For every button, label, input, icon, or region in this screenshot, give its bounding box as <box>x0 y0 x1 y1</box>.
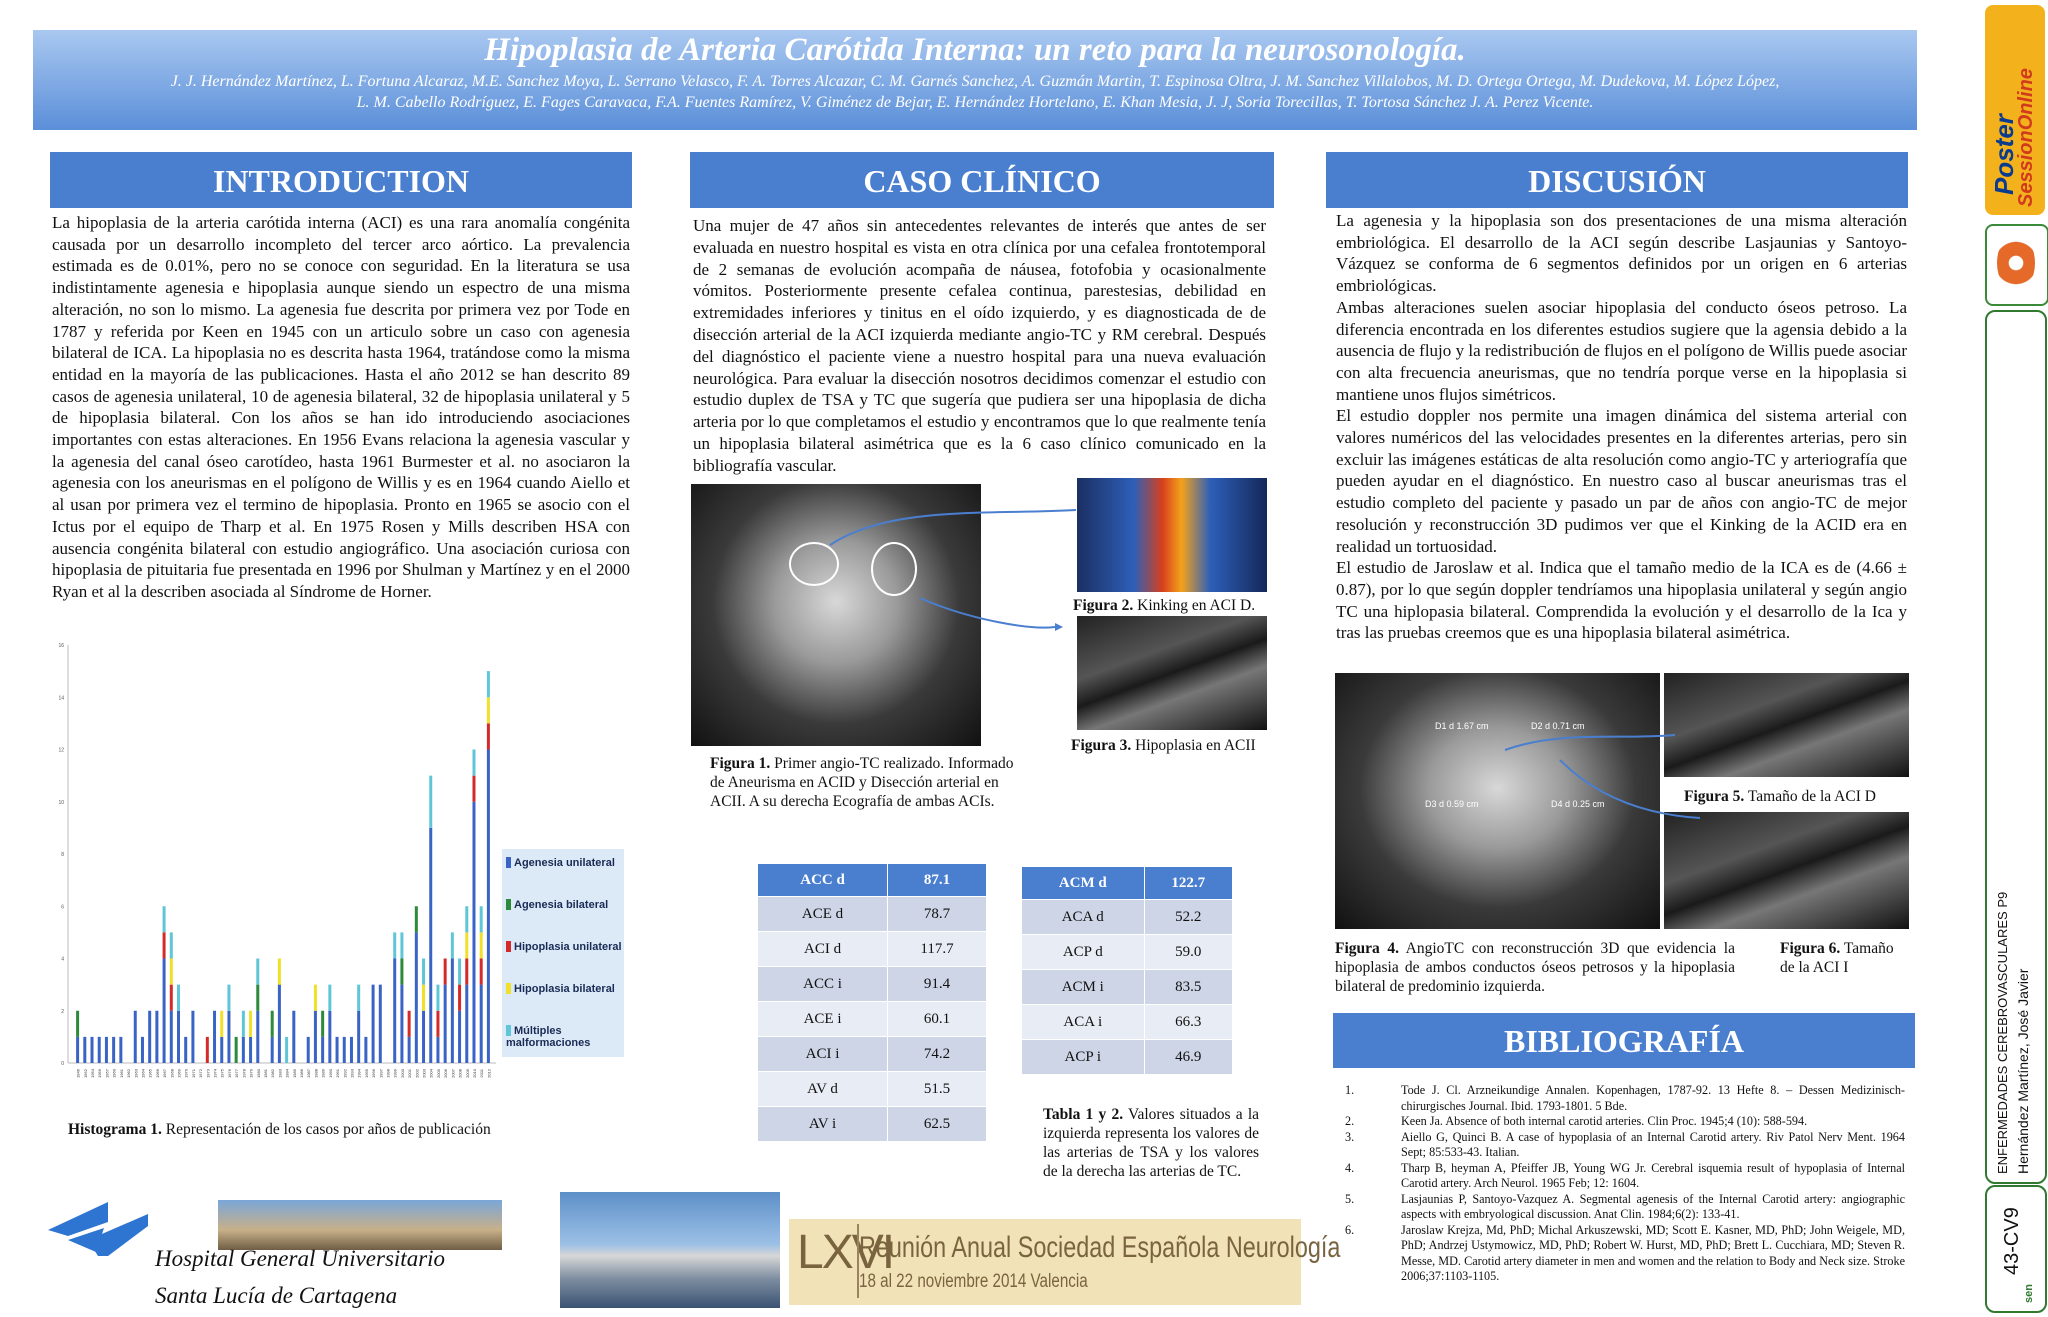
congress-banner <box>789 1219 1341 1305</box>
x-tick-label: 1977 <box>234 1069 240 1078</box>
table-row <box>758 1037 987 1072</box>
x-tick-label: 1982 <box>270 1069 276 1078</box>
poster-title: Hipoplasia de Arteria Carótida Interna: un reto para la neurosonología. <box>484 32 1466 68</box>
measure-label: D2 d 0.71 cm <box>1531 721 1585 731</box>
hospital-name-line-1: Hospital General Universitario <box>155 1246 446 1271</box>
bibliography-text: Keen Ja. Absence of both internal carotid arteries. Clin Proc. 1945;4 (10): 588-594. <box>1401 1114 1808 1128</box>
bar-segment <box>480 906 483 932</box>
figure-4-caption: Figura 4. AngioTC con reconstrucción 3D que evidencia la hipoplasia de ambos conductos óseos petrosos y la hipoplasia bilateral de predominio izquierda. <box>1335 940 1735 995</box>
y-tick-label: 16 <box>58 643 64 649</box>
bibliography-item <box>1345 1114 1905 1130</box>
bar-segment <box>155 1011 158 1063</box>
x-tick-label: 1995 <box>363 1069 369 1078</box>
table-row <box>1022 970 1233 1005</box>
bar-segment <box>487 697 490 723</box>
x-tick-label: 2001 <box>407 1069 413 1078</box>
title-banner <box>33 30 1917 130</box>
bar-segment <box>177 1011 180 1063</box>
bar-segment <box>472 750 475 776</box>
bar-segment <box>141 1037 144 1063</box>
discusion-paragraph: La agenesia y la hipoplasia son dos presentaciones de una misma alteración embriológica. El desarrollo de la ACI según describe Lasjaunias y Santoyo-Vázquez se conforma de 6 segmentos definidos por un origen en 6 arterias embriológicas. <box>1336 211 1907 296</box>
bibliografia-heading: BIBLIOGRAFÍA <box>1333 1013 1915 1068</box>
bar-segment <box>400 959 403 985</box>
figure-6-caption: Figura 6. Tamaño de la ACI I <box>1780 940 1894 976</box>
x-tick-label: 1980 <box>255 1069 261 1078</box>
x-tick-label: 1961 <box>118 1069 124 1078</box>
bar-segment <box>256 959 259 985</box>
histogram-legend <box>502 849 624 1057</box>
bar-segment <box>112 1037 115 1063</box>
bar-segment <box>422 959 425 985</box>
table-row <box>758 1107 987 1142</box>
table-row <box>758 932 987 967</box>
x-tick-label: 1957 <box>104 1069 110 1078</box>
x-tick-label: 1991 <box>335 1069 341 1078</box>
bar-segment <box>285 1037 288 1063</box>
histogram-bars <box>76 671 490 1063</box>
table-cell: ACI d <box>758 932 888 967</box>
brand-poster: Poster <box>1989 114 2019 195</box>
x-tick-label: 1960 <box>111 1069 117 1078</box>
y-tick-label: 4 <box>61 956 64 963</box>
bar-segment <box>458 1011 461 1063</box>
x-tick-label: 1989 <box>320 1069 326 1078</box>
x-tick-label: 1987 <box>306 1069 312 1078</box>
x-tick-label: 1968 <box>169 1069 175 1078</box>
bar-segment <box>163 906 166 932</box>
bar-segment <box>220 1037 223 1063</box>
session-info-strip <box>1985 310 2047 1184</box>
discusion-text <box>1336 210 1907 644</box>
bibliography-item <box>1345 1161 1905 1192</box>
bar-segment <box>400 932 403 958</box>
table-cell: 59.0 <box>1144 935 1232 970</box>
table-row <box>758 1002 987 1037</box>
poster-code: 43-CV9 <box>2001 1207 2023 1275</box>
bar-segment <box>444 985 447 1063</box>
table-cell: ACI i <box>758 1037 888 1072</box>
bar-segment <box>465 906 468 932</box>
bar-segment <box>451 932 454 958</box>
bar-segment <box>256 985 259 1011</box>
bar-segment <box>465 959 468 985</box>
legend-swatch <box>506 941 511 952</box>
x-tick-label: 1978 <box>241 1069 247 1078</box>
bar-segment <box>170 985 173 1011</box>
x-tick-label: 2004 <box>428 1069 434 1078</box>
table-cell: 91.4 <box>888 967 987 1002</box>
bar-segment <box>170 1011 173 1063</box>
bibliography-list <box>1345 1083 1905 1285</box>
bibliography-item <box>1345 1192 1905 1223</box>
bibliography-text: Tharp B, heyman A, Pfeiffer JB, Young WG Jr. Cerebral isquemia result of hypoplasia of Internal Carotid artery. Arch Neurol. 1965 Feb; 12: 1604. <box>1401 1160 1905 1190</box>
x-tick-label: 2002 <box>414 1069 420 1078</box>
congress-roman: LXVI <box>797 1226 894 1279</box>
hospital-logo <box>48 1200 153 1258</box>
bar-segment <box>242 1037 245 1063</box>
x-tick-label: 1997 <box>378 1069 384 1078</box>
table-header-cell: 87.1 <box>888 864 987 897</box>
bibliography-number: 2. <box>1345 1114 1355 1128</box>
table-header-cell: ACC d <box>758 864 888 897</box>
x-tick-label: 2008 <box>457 1069 463 1078</box>
x-tick-label: 2003 <box>421 1069 427 1078</box>
bar-segment <box>436 1011 439 1037</box>
table-row <box>1022 1040 1233 1075</box>
figure-arrows <box>800 500 1080 640</box>
bar-segment <box>184 1037 187 1063</box>
x-tick-label: 2010 <box>471 1069 477 1078</box>
y-tick-label: 8 <box>61 852 64 858</box>
x-tick-label: 1954 <box>90 1069 96 1078</box>
bar-segment <box>393 932 396 958</box>
table-cell: 74.2 <box>888 1037 987 1072</box>
bar-segment <box>429 776 432 828</box>
author-list <box>88 71 1862 113</box>
bar-segment <box>415 906 418 932</box>
bar-segment <box>487 723 490 749</box>
bar-segment <box>480 932 483 958</box>
x-tick-label: 1973 <box>205 1069 211 1078</box>
table-row <box>1022 900 1233 935</box>
bar-segment <box>328 1011 331 1063</box>
x-tick-label: 1988 <box>313 1069 319 1078</box>
x-tick-label: 1992 <box>342 1069 348 1078</box>
hospital-name <box>155 1240 445 1314</box>
bar-segment <box>105 1037 108 1063</box>
bar-segment <box>343 1037 346 1063</box>
presenter-name: Hernández Martínez, José Javier <box>2015 968 2031 1174</box>
x-tick-label: 1994 <box>356 1069 362 1078</box>
bar-segment <box>292 1011 295 1063</box>
x-tick-label: 1993 <box>349 1069 355 1078</box>
bibliography-text: Lasjaunias P, Santoyo-Vazquez A. Segmental agenesis of the Internal Carotid artery: angiographic aspects with embryological discussion. Anat Clin. 1984;6(2): 133-41. <box>1401 1191 1905 1221</box>
figure-2-doppler-image <box>1077 478 1267 592</box>
bar-segment <box>314 985 317 1011</box>
x-tick-label: 1963 <box>133 1069 139 1078</box>
x-tick-label: 2007 <box>450 1069 456 1078</box>
society-emblem-icon <box>1997 234 2035 292</box>
table-cell: ACA d <box>1022 900 1145 935</box>
x-tick-label: 1970 <box>183 1069 189 1078</box>
bar-segment <box>227 1011 230 1063</box>
table-cell: 46.9 <box>1144 1040 1232 1075</box>
bar-segment <box>242 1011 245 1037</box>
x-tick-label: 1975 <box>219 1069 225 1078</box>
measure-label: D1 d 1.67 cm <box>1435 721 1489 731</box>
figure-5-caption: Figura 5. Tamaño de la ACI D <box>1684 788 1876 805</box>
table-tsa-values <box>757 863 987 1142</box>
x-tick-label: 1952 <box>82 1069 88 1078</box>
table-cell: 117.7 <box>888 932 987 967</box>
bar-segment <box>307 1037 310 1063</box>
bibliography-item <box>1345 1083 1905 1114</box>
brand-session-online: SessionOnline <box>2015 68 2037 207</box>
table-cell: AV d <box>758 1072 888 1107</box>
table-cell: 83.5 <box>1144 970 1232 1005</box>
bibliography-number: 3. <box>1345 1129 1355 1144</box>
bar-segment <box>134 1011 137 1063</box>
table-cell: ACP d <box>1022 935 1145 970</box>
poster-code-box <box>1985 1185 2047 1313</box>
bar-segment <box>336 1037 339 1063</box>
histogram-x-labels <box>76 1068 492 1078</box>
sen-mark: sen <box>2023 1284 2035 1303</box>
table-cell: 78.7 <box>888 897 987 932</box>
venue-photo <box>560 1192 780 1308</box>
x-tick-label: 2011 <box>479 1069 485 1078</box>
bar-segment <box>249 1037 252 1063</box>
table-cell: 51.5 <box>888 1072 987 1107</box>
bar-segment <box>472 776 475 802</box>
table-cell: ACA i <box>1022 1005 1145 1040</box>
x-tick-label: 1981 <box>262 1069 268 1078</box>
poster-session-online-logo <box>1985 5 2045 215</box>
table-row <box>758 1072 987 1107</box>
bar-segment <box>148 1011 151 1063</box>
table-cell: 52.2 <box>1144 900 1232 935</box>
legend-swatch <box>506 1025 511 1036</box>
introduction-heading: INTRODUCTION <box>50 152 632 208</box>
table-row <box>758 897 987 932</box>
bar-segment <box>422 1011 425 1063</box>
bar-segment <box>220 1011 223 1037</box>
bar-segment <box>429 828 432 1063</box>
bar-segment <box>119 1037 122 1063</box>
bibliography-number: 6. <box>1345 1222 1355 1237</box>
legend-item-multiples: Múltiples malformaciones <box>506 1025 591 1049</box>
bar-segment <box>422 985 425 1011</box>
x-tick-label: 1965 <box>147 1069 153 1078</box>
bar-segment <box>213 1011 216 1063</box>
discusion-heading: DISCUSIÓN <box>1326 152 1908 208</box>
x-tick-label: 2005 <box>435 1069 441 1078</box>
table-cell: ACC i <box>758 967 888 1002</box>
bar-segment <box>436 1037 439 1063</box>
y-tick-label: 0 <box>61 1061 64 1067</box>
y-tick-label: 2 <box>61 1008 64 1015</box>
table-cell: 60.1 <box>888 1002 987 1037</box>
bar-segment <box>249 1011 252 1037</box>
x-tick-label: 1972 <box>198 1069 204 1078</box>
bar-segment <box>458 985 461 1011</box>
bar-segment <box>227 985 230 1011</box>
bar-segment <box>465 985 468 1063</box>
x-tick-label: 1990 <box>327 1069 333 1078</box>
legend-swatch <box>506 983 511 994</box>
bar-segment <box>408 1011 411 1037</box>
table-cell: AV i <box>758 1107 888 1142</box>
hospital-name-line-2: Santa Lucía de Cartagena <box>155 1283 398 1308</box>
figure-1-caption: Figura 1. Primer angio-TC realizado. Informado de Aneurisma en ACID y Disección arterial en ACII. A su derecha Ecografía de ambas ACIs. <box>710 755 1014 810</box>
bar-segment <box>163 959 166 1064</box>
bar-segment <box>91 1037 94 1063</box>
bar-segment <box>163 932 166 958</box>
x-tick-label: 1984 <box>284 1069 290 1078</box>
y-tick-label: 10 <box>58 799 64 806</box>
bar-segment <box>487 671 490 697</box>
histogram-caption: Histograma 1. Representación de los casos por años de publicación <box>68 1121 491 1138</box>
x-tick-label: 2012 <box>486 1069 492 1078</box>
caso-heading: CASO CLÍNICO <box>690 152 1274 208</box>
legend-item-hipoplasia-bilateral: Hipoplasia bilateral <box>506 983 615 995</box>
bar-segment <box>191 1011 194 1063</box>
discusion-paragraph: El estudio de Jaroslaw et al. Indica que el tamaño medio de la ICA es de (4.66 ± 0.87), por lo que según doppler tendríamos una hipoplasia unilateral y según angio TC una hiplopasia bilateral. Comprendida la evolución y el desarrollo de la Ica y tras las pruebas creemos que es una hipoplasia bilateral asimétrica. <box>1336 558 1907 643</box>
bar-segment <box>480 985 483 1063</box>
table-tc-values <box>1021 866 1233 1075</box>
bibliography-item <box>1345 1130 1905 1161</box>
x-tick-label: 1966 <box>154 1069 160 1078</box>
legend-item-hipoplasia-unilateral: Hipoplasia unilateral <box>506 941 622 953</box>
authors-line-1: J. J. Hernández Martínez, L. Fortuna Alcaraz, M.E. Sanchez Moya, L. Serrano Velasco, F. A. Torres Alcazar, C. M. Garnés Sanchez, A. Guzmán Martin, T. Espinosa Oltra, J. M. Sanchez Villalobos, M. D. Ortega Ortega, M. Dudekova, M. López López, <box>170 73 1780 90</box>
bibliography-text: Tode J. Cl. Arzneikundige Annalen. Kopenhagen, 1787-92. 13 Hefte 8. – Dessen Medizinisch-chirurgisches Journal. Ibid. 1793-1801. 5 Bde. <box>1401 1083 1905 1113</box>
legend-item-agenesia-unilateral: Agenesia unilateral <box>506 857 615 869</box>
legend-swatch <box>506 899 511 910</box>
bar-segment <box>451 959 454 1064</box>
bar-segment <box>400 985 403 1063</box>
x-tick-label: 1985 <box>291 1069 297 1078</box>
y-tick-label: 12 <box>58 747 64 754</box>
bar-segment <box>444 959 447 985</box>
table-row <box>1022 1005 1233 1040</box>
y-tick-label: 6 <box>61 904 64 911</box>
bar-segment <box>278 959 281 985</box>
bar-segment <box>472 802 475 1063</box>
figure-4-arrows <box>1500 730 1710 830</box>
bar-segment <box>372 985 375 1063</box>
x-tick-label: 2006 <box>443 1069 449 1078</box>
bar-segment <box>206 1037 209 1063</box>
x-tick-label: 1967 <box>162 1069 168 1078</box>
x-tick-label: 1998 <box>385 1069 391 1078</box>
bar-segment <box>314 1011 317 1063</box>
x-tick-label: 1971 <box>190 1069 196 1078</box>
table-cell: ACE i <box>758 1002 888 1037</box>
bar-segment <box>177 985 180 1011</box>
bar-segment <box>76 1011 79 1037</box>
x-tick-label: 1976 <box>226 1069 232 1078</box>
discusion-paragraph: El estudio doppler nos permite una imagen dinámica del sistema arterial con valores numéricos del las velocidades presentes en la diferentes arterias, pero sin excluir las imágenes estáticas de alta resolución como angio-TC y arteriografía que pueden ayudar en el diagnóstico. En nuestro caso al buscar aneurismas tras el estudio completo del paciente y pasado un par de años con angio-TC de mejor resolución y reconstrucción 3D pudimos ver que el Kinking de la ACID era en realidad un tortuosidad. <box>1336 406 1907 556</box>
bar-segment <box>408 1037 411 1063</box>
bibliography-number: 4. <box>1345 1160 1355 1175</box>
x-tick-label: 1996 <box>371 1069 377 1078</box>
x-tick-label: 1962 <box>126 1069 132 1078</box>
table-cell: 66.3 <box>1144 1005 1232 1040</box>
bar-segment <box>83 1037 86 1063</box>
bar-segment <box>328 985 331 1011</box>
table-cell: ACE d <box>758 897 888 932</box>
bar-segment <box>271 1037 274 1063</box>
table-row <box>1022 935 1233 970</box>
bar-segment <box>271 1011 274 1037</box>
bibliography-item <box>1345 1223 1905 1285</box>
bar-segment <box>393 959 396 1064</box>
tables-caption: Tabla 1 y 2. Valores situados a la izquierda representa los valores de las arterias de TSA y los valores de la derecha las arterias de TC. <box>1043 1106 1260 1180</box>
caso-text: Una mujer de 47 años sin antecedentes relevantes de interés que antes de ser evaluada en nuestro hospital es vista en otra clínica por una cefalea frontotemporal de 2 semanas de evolución acompaña de náusea, fotofobia y ocasionalmente vómitos. Posteriormente presente cefalea continua, parestesias, debilidad en extremidades inferiores y tinitus en el oído izquierdo, y es diagnosticada de de disección arterial de la ACI izquierda mediante angio-TC y RM cerebral. Después del diagnóstico el paciente viene a nuestro hospital para una nueva evaluación neurológica. Para evaluar la disección nosotros decidimos comenzar el estudio con estudio duplex de TSA y TC que sugería que pudiera ser una hipoplasia de dicha arteria por lo que completamos el estudio y encontramos que lo que realmente tenía un hipoplasia bilateral asimétrica que es la 6 caso clínico comunicado en la bibliografía vascular. <box>693 216 1266 475</box>
legend-item-agenesia-bilateral: Agenesia bilateral <box>506 899 608 911</box>
measure-label: D4 d 0.25 cm <box>1551 799 1605 809</box>
x-tick-label: 1946 <box>75 1069 81 1078</box>
table-header-cell: 122.7 <box>1144 867 1232 900</box>
legend-swatch <box>506 857 511 868</box>
measure-label: D3 d 0.59 cm <box>1425 799 1479 809</box>
table-row <box>758 967 987 1002</box>
bar-segment <box>170 932 173 958</box>
bar-segment <box>487 750 490 1064</box>
authors-line-2: L. M. Cabello Rodríguez, E. Fages Caravaca, F.A. Fuentes Ramírez, V. Giménez de Bejar, E. Hernández Hortelano, E. Khan Mesia, J. J, Soria Torecillas, T. Tortosa Sánchez J. A. Perez Vicente. <box>356 94 1594 111</box>
x-tick-label: 2009 <box>464 1069 470 1078</box>
bar-segment <box>321 1037 324 1063</box>
x-tick-label: 2000 <box>399 1069 405 1078</box>
bibliography-number: 5. <box>1345 1191 1355 1206</box>
bar-segment <box>321 1011 324 1037</box>
x-tick-label: 1983 <box>277 1069 283 1078</box>
bar-segment <box>357 985 360 1011</box>
x-tick-label: 1986 <box>299 1069 305 1078</box>
bar-segment <box>76 1037 79 1063</box>
bar-segment <box>364 1037 367 1063</box>
bar-segment <box>235 1037 238 1063</box>
bar-segment <box>379 985 382 1063</box>
y-tick-label: 14 <box>58 695 64 702</box>
bibliography-number: 1. <box>1345 1083 1355 1097</box>
x-tick-label: 1999 <box>392 1069 398 1078</box>
bar-segment <box>256 1011 259 1063</box>
bar-segment <box>458 959 461 985</box>
bar-segment <box>98 1037 101 1063</box>
society-logo <box>1985 224 2048 306</box>
x-tick-label: 1969 <box>176 1069 182 1078</box>
x-tick-label: 1964 <box>140 1069 146 1078</box>
figure-3-caption: Figura 3. Hipoplasia en ACII <box>1071 737 1256 754</box>
bar-segment <box>480 959 483 985</box>
congress-dates: 18 al 22 noviembre 2014 Valencia <box>859 1271 1088 1292</box>
bar-segment <box>465 932 468 958</box>
bar-segment <box>415 932 418 1063</box>
bar-segment <box>357 1011 360 1063</box>
bibliography-text: Jaroslaw Krejza, Md, PhD; Michal Arkuszewski, MD; Scott E. Kasner, MD, PhD; John Weigele, MD, PhD; Andrzej Ustymowicz, MD, PhD; Robert W. Hurst, MD, PhD; Brett L. Cucchiara, MD; Steven R. Messe, MD. Carotid artery diameter in men and women and the relation to Body and Neck size. Stroke 2006;37:1103-1105. <box>1401 1222 1905 1283</box>
bar-segment <box>436 985 439 1011</box>
figure-2-caption: Figura 2. Kinking en ACI D. <box>1073 597 1256 614</box>
congress-title: Reunión Anual Sociedad Española Neurología <box>859 1231 1341 1264</box>
bar-segment <box>278 985 281 1063</box>
x-tick-label: 1956 <box>97 1069 103 1078</box>
bar-segment <box>350 1037 353 1063</box>
figure-3-ultrasound-image <box>1077 616 1267 730</box>
introduction-text: La hipoplasia de la arteria carótida interna (ACI) es una rara anomalía congénita causada por un desarrollo incompleto del tercer arco aórtico. La prevalencia estimada es de 0.01%, pero no se conoce con seguridad. En la literatura se usa indistintamente agenesia e hipoplasia aunque siendo un espectro de una misma alteración, no son lo mismo. La agenesia fue descrita por primera vez por Tode en 1787 y referida por Keen en 1945 con un articulo sobre un caso con agenesia bilateral de ICA. La hipoplasia no es descrita hasta 1964, tratándose como la misma entidad en la mayoría de las publicaciones. Hasta el año 2012 se han descrito 89 casos de agenesia unilateral, 10 de agenesia bilateral, 32 de hipoplasia unilateral y 5 de hipoplasia bilateral. Con los años se han ido introduciendo asociaciones importantes con estas alteraciones. En 1956 Evans relaciona la agenesia vascular y la agenesia del canal óseo carotídeo, hasta 1961 Burmester et al. no asociaron la agenesia con los aneurismas en el polígono de Willis y es en 1964 cuando Aiello et al usan por primera vez el termino de hipoplasia. Pronto en 1965 se asocio con el Ictus por el equipo de Tharp et al. En 1975 Rosen y Mills describen HSA con ausencia congénita bilateral con estudio angiográfico. Una asociación curiosa con hipoplasia de pituitaria fue presentada en 1996 por Shulman y Martínez y en el 2000 Ryan et al la describen asociada al Síndrome de Horner. <box>52 213 630 601</box>
table-cell: 62.5 <box>888 1107 987 1142</box>
histogram-chart <box>50 640 500 1080</box>
x-tick-label: 1974 <box>212 1069 218 1078</box>
session-category: ENFERMEDADES CEREBROVASCULARES P9 <box>1995 891 2010 1174</box>
bibliography-text: Aiello G, Quinci B. A case of hypoplasia of an Internal Carotid artery. Riv Patol Nerv Ment. 1964 Sept; 85:533-43. Italian. <box>1401 1129 1905 1159</box>
x-tick-label: 1979 <box>248 1069 254 1078</box>
table-cell: ACP i <box>1022 1040 1145 1075</box>
table-cell: ACM i <box>1022 970 1145 1005</box>
table-header-cell: ACM d <box>1022 867 1145 900</box>
discusion-paragraph: Ambas alteraciones suelen asociar hipoplasia del conducto óseos petroso. La diferencia encontrada en los diferentes estudios sugiere que la agensia debido a la ausencia de flujo y la redistribución de flujos en el polígono de Willis puede asociar con alta frecuencia aneurismas, que no tendría porque verse en la hipoplasia si mantiene unos flujos simétricos. <box>1336 297 1907 404</box>
bar-segment <box>170 959 173 985</box>
